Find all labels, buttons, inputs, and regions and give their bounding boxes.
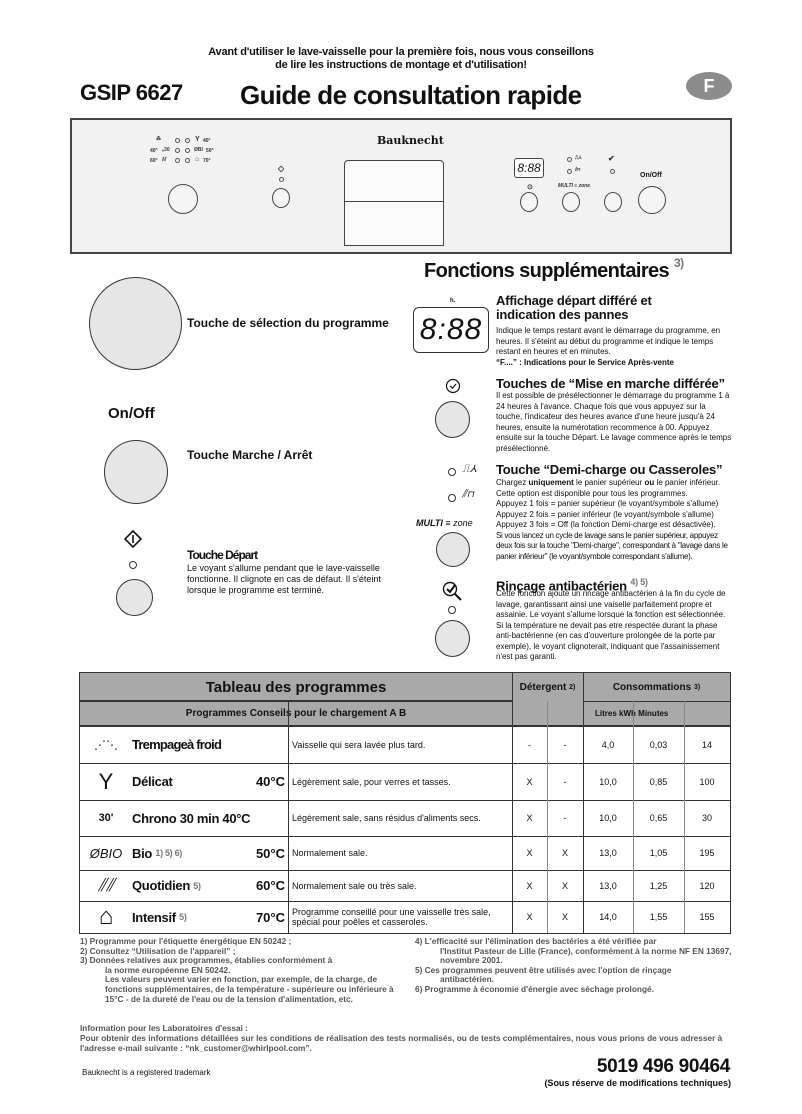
cold-rinse-icon: ⁂	[156, 136, 161, 142]
detergent-a: X	[526, 880, 533, 891]
lower-basket-led	[567, 169, 572, 174]
program-table	[79, 672, 731, 934]
program-name: Délicat	[132, 774, 173, 789]
indicator-led	[175, 158, 180, 163]
detergent-a: X	[526, 813, 533, 823]
panel-antibacterial-button	[604, 192, 622, 212]
program-desc: Normalement sale.	[292, 848, 368, 858]
kwh: 0,65	[649, 813, 668, 823]
half-load-line-2: Cette option est disponible pour tous les programmes.	[496, 488, 688, 498]
indicator-led	[185, 138, 190, 143]
consumption-subheaders	[583, 701, 730, 726]
program-select-label: Touche de sélection du programme	[187, 316, 389, 330]
panel-delay-button	[520, 192, 538, 212]
delay-display-title	[496, 294, 736, 322]
reference-note: (Sous réserve de modifications techniques)	[544, 1078, 731, 1088]
program-name: Trempageà froid	[132, 737, 222, 752]
service-note: “F....” : Indications pour le Service Après-vente	[496, 357, 674, 367]
reference-number: 5019 496 90464	[596, 1056, 730, 1077]
footnote-ref: 1) 5) 6)	[155, 848, 182, 858]
delay-display: 8:88	[413, 307, 489, 353]
model-number: GSIP 6627	[80, 80, 183, 105]
panel-onoff-button	[638, 186, 666, 214]
page-title: Guide de consultation rapide	[240, 80, 582, 110]
text: uniquement	[528, 478, 574, 487]
litres: 13,0	[599, 848, 617, 858]
footnote-ref: 2)	[569, 683, 576, 691]
chrono-icon: 30'	[98, 812, 114, 824]
delayed-start-button[interactable]	[435, 401, 470, 438]
program-desc: Programme conseillé pour une vaisselle très sale, spécial pour poêles et casseroles.	[292, 907, 491, 927]
start-icon: ◇	[278, 164, 285, 173]
lower-basket-icon: ⫽⊓	[462, 488, 474, 500]
half-load-text	[496, 478, 732, 562]
program-desc: Vaisselle qui sera lavée plus tard.	[292, 739, 426, 750]
temp-label: 60°	[150, 158, 158, 164]
functions-title	[424, 256, 684, 283]
antibacterial-icon: ✔	[608, 154, 615, 163]
daily-icon: ⫽⫽	[162, 157, 167, 163]
antibacterial-icon	[441, 580, 463, 602]
divider	[583, 701, 730, 702]
language-badge: F	[686, 72, 732, 100]
half-load-line-5: Appuyez 3 fois = Off (la fonction Demi-charge est désactivée).	[496, 520, 716, 529]
minutes: 14	[701, 739, 712, 750]
start-section-title: Touche Départ	[187, 548, 258, 562]
start-led	[129, 561, 137, 569]
body-text: Indique le temps restant avant le démarrage du programme, en heures. Il s'éteint au début du programme et indique le temps restant en heures et en minutes.	[496, 326, 721, 356]
detergent-a: -	[528, 739, 531, 750]
temp-label: 70°	[203, 158, 211, 164]
footnote-2: 2) Consultez “Utilisation de l'appareil” ;	[80, 945, 236, 956]
title-line: indication des pannes	[496, 307, 629, 322]
detergent-b: -	[563, 776, 567, 787]
title-line: Affichage départ différé et	[496, 293, 652, 308]
hours-label: h.	[450, 298, 456, 304]
detergent-b: -	[563, 813, 567, 823]
clock-icon: ⊙	[527, 184, 533, 191]
detergent-b: -	[563, 739, 567, 750]
footnote-3-cont: la norme européenne EN 50242.	[105, 964, 231, 975]
name-text: Quotidien	[132, 878, 190, 893]
antibacterial-button[interactable]	[435, 620, 470, 657]
title-text: Rinçage antibactérien	[496, 578, 627, 594]
half-load-line-1	[496, 478, 732, 489]
half-load-title: Touche “Demi-charge ou Casseroles”	[496, 462, 723, 477]
footnote-ref: 3)	[674, 256, 684, 270]
kwh: 1,55	[649, 912, 668, 922]
panel-display: 8:88	[514, 158, 544, 178]
indicator-led	[185, 148, 190, 153]
header-text: Détergent	[519, 681, 567, 693]
litres: 10,0	[599, 776, 617, 787]
multizone-zone: ≡ zone	[445, 518, 473, 528]
half-load-line-6: Si vous lancez un cycle de lavage sans le panier supérieur, appuyez deux fois sur la touche "Demi-charge", correspondant à "lavage dans le panier inférieur" (le voyant/symbole correspondant s'allume).	[496, 530, 728, 561]
footnote-ref: 3)	[693, 683, 701, 691]
onoff-label: On/Off	[108, 405, 155, 422]
header-text: Consommations	[612, 681, 692, 693]
daily-icon: ⫽⫽	[97, 875, 115, 895]
footnote-1: 1) Programme pour l'étiquette énergétique EN 50242 ;	[80, 936, 292, 946]
detergent-a: X	[526, 776, 533, 787]
litres: 4,0	[601, 739, 615, 750]
functions-title-text: Fonctions supplémentaires	[424, 260, 670, 282]
table-title: Tableau des programmes	[205, 678, 387, 696]
detergent-header	[512, 673, 583, 701]
intro-note	[0, 46, 802, 72]
detergent-b: X	[561, 848, 568, 858]
pot-icon: ⌂	[195, 156, 200, 163]
footnote-5: 5) Ces programmes peuvent être utilisés avec l'option de rinçage	[415, 964, 672, 975]
minutes: 155	[699, 912, 715, 922]
start-icon	[124, 530, 142, 548]
antibacterial-led	[610, 169, 615, 174]
col-minutes: Minutes	[638, 709, 669, 718]
program-name	[132, 836, 232, 870]
onoff-button-label: Touche Marche / Arrêt	[187, 448, 313, 462]
footnotes-left	[80, 937, 400, 1004]
litres: 14,0	[599, 912, 617, 922]
kwh: 1,25	[649, 880, 668, 891]
temp-label: 50°	[206, 148, 214, 154]
program-name: Chrono 30 min 40°C	[132, 810, 251, 826]
footnote-4-cont: l'Institut Pasteur de Lille (France), conformément à la norme NF EN 13697, novembre 2001.	[440, 945, 732, 966]
detergent-b: X	[561, 912, 568, 922]
antibacterial-led	[448, 606, 456, 614]
kwh: 1,05	[649, 848, 668, 858]
program-name	[132, 870, 232, 901]
minutes: 100	[699, 776, 715, 787]
brand-logo: Bauknecht	[377, 134, 444, 147]
temp-label: 40°	[150, 148, 158, 154]
program-name	[132, 901, 232, 933]
program-temp: 40°C	[255, 774, 285, 789]
control-panel-illustration	[70, 118, 732, 254]
onoff-button[interactable]	[104, 440, 168, 504]
table-subtitle: Programmes Conseils pour le chargement A B	[185, 708, 407, 719]
trademark-note: Bauknecht is a registered trademark	[82, 1068, 211, 1077]
half-load-line-4: Appuyez 2 fois = panier inférieur (le voyant/symbole s'allume)	[496, 509, 714, 519]
divider	[288, 701, 289, 933]
indicator-led	[175, 148, 180, 153]
name-text: Intensif	[132, 909, 176, 925]
footnote-ref: 4) 5)	[630, 577, 648, 587]
multizone-label	[416, 518, 473, 528]
name-text: Bio	[132, 845, 153, 861]
antibacterial-text: Cette fonction ajoute un rincage antibactérien à la fin du cycle de lavage, garantissant ainsi une vaiselle parfaitement propre et assainie. Le voyant s'allume lorsque la fonction est sélectionnée. Si la température ne devait pas etre respectée durant la phase anti-bactérienne (en cas d'ouverture prolongée de la porte par exemple), le voyant clignoterait, indiquant que l'assainissement n'est pas garanti.	[496, 589, 726, 661]
lab-info-text: Pour obtenir des informations détaillées sur les conditions de réalisation des tests normalisés, ou de tests complémentaires, nous vous prions de vous adresser à l'adresse e-mail suivante : “nk_customer@whirlpool.com”.	[80, 1032, 723, 1053]
consumption-header	[583, 673, 730, 701]
program-desc: Légèrement sale, pour verres et tasses.	[292, 776, 451, 787]
upper-basket-led	[448, 468, 456, 476]
kwh: 0,03	[649, 739, 668, 750]
door-handle	[344, 160, 444, 246]
half-load-line-3: Appuyez 1 fois = panier supérieur (le voyant/symbole s'allume)	[496, 499, 719, 508]
program-temp: 60°C	[255, 878, 285, 893]
footnote-ref: 5)	[193, 880, 201, 891]
bio-icon: ØBIO	[89, 845, 123, 861]
footnote-3: 3) Données relatives aux programmes, établies conformément à	[80, 955, 333, 966]
panel-start-button	[272, 188, 290, 208]
half-load-button[interactable]	[436, 532, 470, 567]
kwh: 0,85	[649, 776, 668, 787]
minutes: 195	[699, 848, 715, 858]
clock-icon	[445, 378, 461, 394]
col-kwh: kWh	[619, 709, 636, 718]
intro-line-2: de lire les instructions de montage et d'utilisation!	[275, 59, 527, 71]
bio-icon: ØBI	[194, 147, 203, 153]
intro-line-1: Avant d'utiliser le lave-vaisselle pour la première fois, nous vous conseillons	[208, 46, 594, 58]
program-temp: 50°C	[255, 845, 285, 861]
multizone-multi: MULTI	[416, 518, 443, 528]
delayed-start-text: Il est possible de présélectionner le démarrage du programme 1 à 24 heures à l'avance. Chaque fois que vous appuyez sur la touche, l'indicateur des heures avance d'une heure jusqu'à 24 heures, ensuite la numérotation recommence à 00. Appuyez ensuite sur la touche Départ. Le lavage commence après le temps présélectionné.	[496, 391, 732, 453]
start-section-text: Le voyant s'allume pendant que le lave-vaisselle fonctionne. Il clignote en cas de défaut. Il s'éteint lorsque le programme est terminé.	[187, 563, 381, 595]
upper-basket-icon: ⎍⅄	[462, 463, 477, 475]
divider	[80, 701, 512, 702]
text: ou	[644, 478, 655, 487]
upper-basket-icon: ⎍⅄	[575, 155, 582, 161]
lower-basket-icon: ⫽⊓	[575, 167, 581, 173]
footnotes-right	[415, 937, 735, 995]
intensive-pot-icon: ⌂	[98, 903, 114, 930]
cold-rinse-icon: ⋰⋱	[94, 737, 118, 752]
footnote-4: 4) L'efficacité sur l'élimination des bactéries a été vérifiée par	[415, 936, 657, 946]
footnote-6: 6) Programme à économie d'énergie avec séchage prolongé.	[415, 983, 654, 994]
indicator-led	[185, 158, 190, 163]
footnote-ref: 5)	[179, 912, 187, 922]
litres: 10,0	[599, 813, 617, 823]
start-button[interactable]	[116, 579, 153, 616]
panel-onoff-label: On/Off	[640, 172, 662, 179]
program-desc: Légèrement sale, sans résidus d'aliments secs.	[292, 813, 481, 823]
litres: 13,0	[599, 880, 617, 891]
minutes: 120	[699, 880, 715, 891]
indicator-led	[175, 138, 180, 143]
program-temp: 70°C	[255, 909, 285, 925]
panel-halfload-button	[562, 192, 580, 212]
detergent-b: X	[561, 880, 568, 891]
lab-info	[80, 1024, 730, 1053]
multizone-label: MULTI ≡ zone	[558, 183, 590, 189]
glass-icon: Y	[98, 768, 114, 794]
temp-label: 40°	[203, 138, 211, 144]
text: le panier supérieur	[573, 478, 645, 487]
minutes: 30	[701, 813, 712, 823]
program-desc: Normalement sale ou très sale.	[292, 880, 417, 891]
delayed-start-title: Touches de “Mise en marche différée”	[496, 376, 725, 391]
lower-basket-led	[448, 494, 456, 502]
lab-info-title: Information pour les Laboratoires d'essai :	[80, 1023, 248, 1033]
text: le panier inférieur.	[654, 478, 721, 487]
footnote-3-detail: Les valeurs peuvent varier en fonction, par exemple, de la charge, de fonctions supplémentaires, de la température - supérieure ou inférieure à 15°C - de la dureté de l'eau ou de la tension d'alimentation, etc.	[105, 974, 394, 1004]
start-led	[279, 177, 284, 182]
program-select-button[interactable]	[89, 277, 182, 370]
col-litres: Litres	[595, 709, 617, 718]
upper-basket-led	[567, 157, 572, 162]
chrono-icon: ₒ30	[162, 147, 170, 153]
footnote-5-cont: antibactérien.	[440, 974, 494, 985]
detergent-a: X	[526, 848, 533, 858]
panel-program-knob	[168, 184, 198, 214]
delay-display-text	[496, 326, 732, 368]
glass-icon: Y	[195, 136, 200, 143]
detergent-a: X	[526, 912, 533, 922]
text: Chargez	[496, 478, 529, 487]
